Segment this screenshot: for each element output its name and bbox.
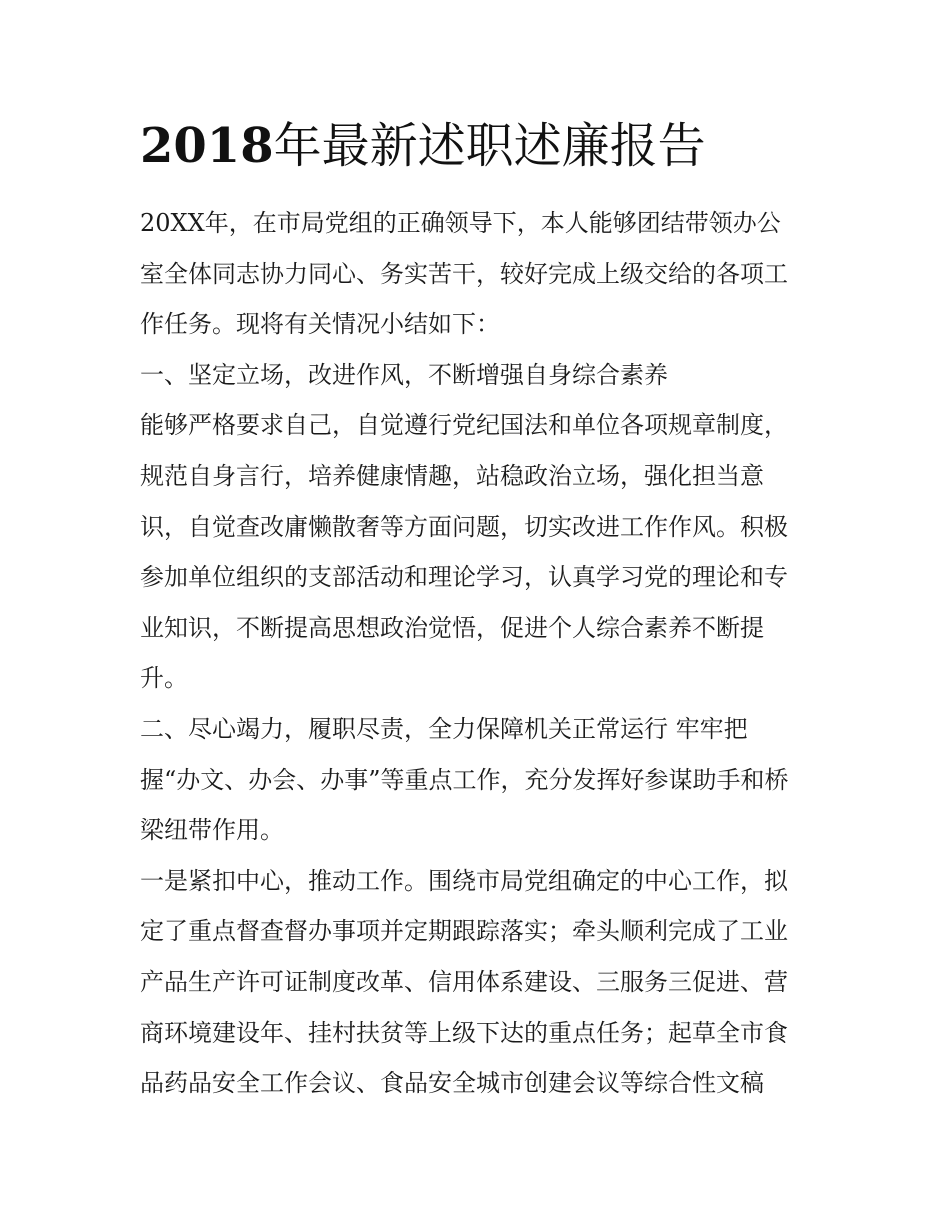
body-line: 业知识，不断提高思想政治觉悟，促进个人综合素养不断提 [140, 613, 764, 642]
body-line: 定了重点督查督办事项并定期跟踪落实；牵头顺利完成了工业 [140, 917, 788, 946]
body-line: 品药品安全工作会议、食品安全城市创建会议等综合性文稿 [140, 1069, 764, 1098]
body-line: 梁纽带作用。 [140, 816, 284, 845]
document-title [140, 112, 706, 180]
body-line: 作任务。现将有关情况小结如下： [140, 310, 500, 339]
title-year: 2018 [140, 118, 274, 174]
body-line: 握“办文、办会、办事”等重点工作，充分发挥好参谋助手和桥 [140, 765, 789, 794]
title-text: 年最新述职述廉报告 [273, 118, 706, 174]
body-line: 规范自身言行，培养健康情趣，站稳政治立场，强化担当意 [140, 461, 764, 490]
body-line: 室全体同志协力同心、务实苦干，较好完成上级交给的各项工 [140, 259, 788, 288]
body-line: 商环境建设年、挂村扶贫等上级下达的重点任务；起草全市食 [140, 1018, 788, 1047]
body-line: 升。 [140, 664, 188, 693]
body-line: 20XX年，在市局党组的正确领导下，本人能够团结带领办公 [140, 209, 781, 237]
body-line: 一是紧扣中心，推动工作。围绕市局党组确定的中心工作，拟 [140, 866, 788, 895]
document-body [140, 198, 820, 1109]
body-line: 识，自觉查改庸懒散奢等方面问题，切实改进工作作风。积极 [140, 512, 788, 541]
section-heading-2: 二、尽心竭力，履职尽责，全力保障机关正常运行 牢牢把 [140, 714, 748, 743]
section-heading-1: 一、坚定立场，改进作风，不断增强自身综合素养 [140, 360, 668, 389]
body-line: 产品生产许可证制度改革、信用体系建设、三服务三促进、营 [140, 967, 788, 996]
body-line: 能够严格要求自己，自觉遵行党纪国法和单位各项规章制度， [140, 411, 788, 440]
body-line: 参加单位组织的支部活动和理论学习，认真学习党的理论和专 [140, 563, 788, 592]
